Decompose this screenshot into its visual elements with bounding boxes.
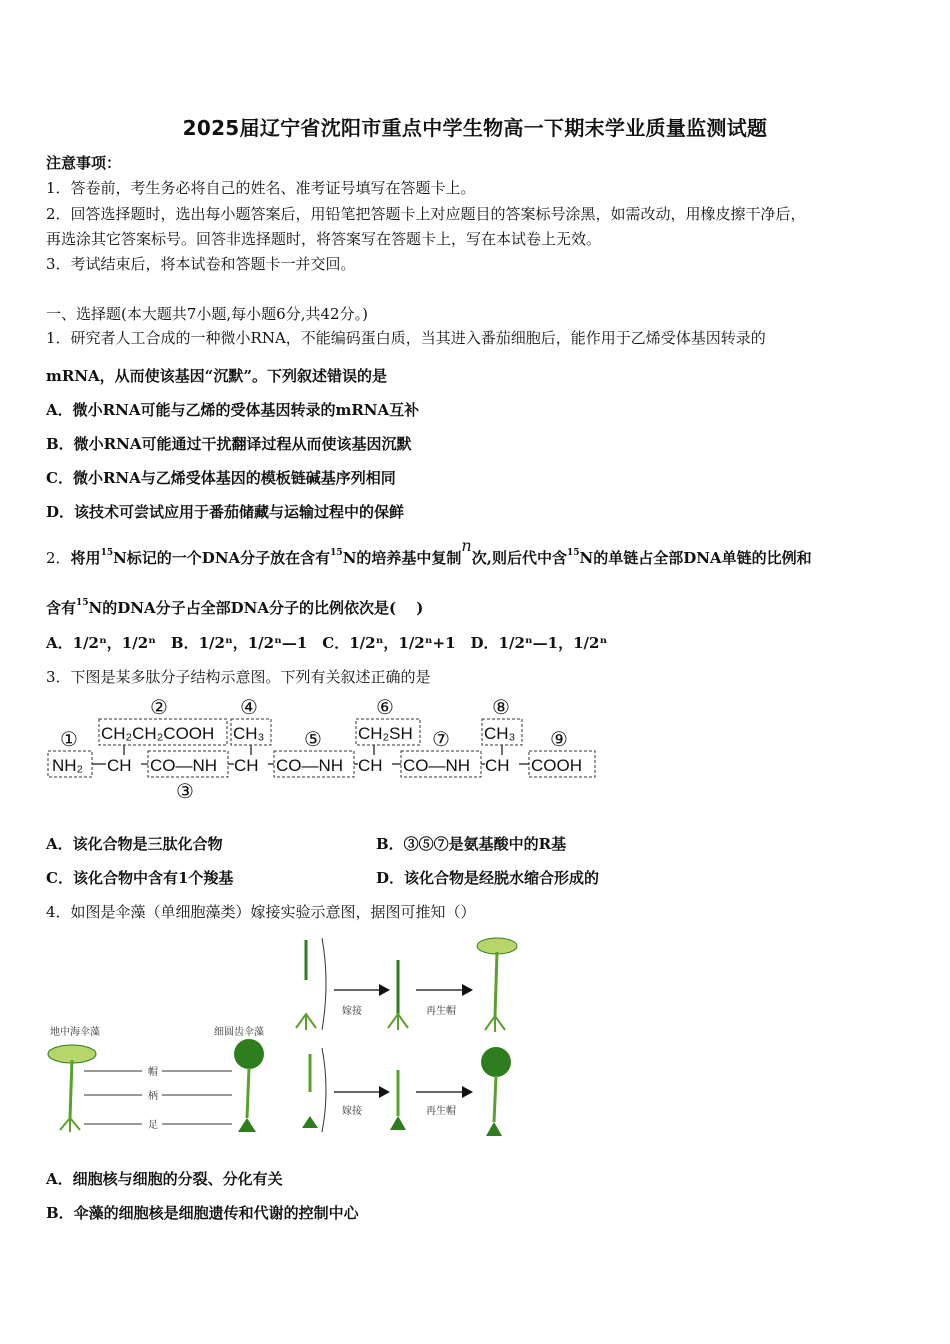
conh-3: CO—NH — [403, 756, 471, 775]
label-1: ① — [60, 729, 78, 751]
right-species-label: 细圆齿伞藻 — [214, 1027, 264, 1038]
q3-number: 3． — [46, 668, 71, 686]
q1-stem-line1 — [46, 327, 766, 348]
q3-option-d[interactable]: D．该化合物是经脱水缩合形成的 — [376, 869, 600, 887]
ch-2: CH — [234, 756, 259, 775]
q4-number: 4． — [46, 903, 71, 921]
stalk-label: 柄 — [148, 1091, 158, 1102]
label-7: ⑦ — [432, 729, 450, 751]
label-2: ② — [150, 697, 168, 719]
q2-text-7: N的DNA分子占全部DNA分子的比例依次是( ) — [88, 599, 424, 617]
top-row-experiment — [296, 938, 517, 1032]
q2-text-3: N的培养基中复制 — [342, 549, 462, 567]
q4-option-b[interactable]: B．伞藻的细胞核是细胞遗传和代谢的控制中心 — [46, 1204, 359, 1222]
foot-label: 足 — [148, 1120, 158, 1131]
label-6: ⑥ — [376, 697, 394, 719]
r-group-1: CH₂CH₂COOH — [101, 724, 215, 743]
q1-option-c[interactable]: C．微小RNA与乙烯受体基因的模板链碱基序列相同 — [46, 469, 396, 487]
notice-item-2a: 2．回答选择题时，选出每小题答案后，用铅笔把答题卡上对应题目的答案标号涂黑，如需改动，用橡皮擦干净后， — [46, 205, 806, 223]
q2-options[interactable]: A．1/2ⁿ，1/2ⁿ B．1/2ⁿ，1/2ⁿ—1 C．1/2ⁿ，1/2ⁿ+1 D．1/2ⁿ—1，1/2ⁿ — [46, 634, 608, 652]
page-title: 2025届辽宁省沈阳市重点中学生物高一下期末学业质量监测试题 — [182, 116, 768, 140]
q2-sup-2: 15 — [330, 548, 343, 558]
r-group-2: CH₃ — [233, 724, 265, 743]
ch-3: CH — [358, 756, 383, 775]
q2-stem-line1 — [46, 536, 812, 568]
regrow-label-bottom: 再生帽 — [426, 1106, 456, 1117]
left-species-label: 地中海伞藻 — [50, 1027, 100, 1038]
q1-number: 1． — [46, 329, 71, 347]
conh-1: CO—NH — [150, 756, 218, 775]
q2-text-5: N的单链占全部DNA单链的比例和 — [579, 549, 812, 567]
ch-1: CH — [107, 756, 132, 775]
crenulata-acetabularia-icon — [234, 1039, 264, 1132]
q1-option-b[interactable]: B．微小RNA可能通过干扰翻译过程从而使该基因沉默 — [46, 435, 412, 453]
ch-4: CH — [485, 756, 510, 775]
label-4: ④ — [240, 697, 258, 719]
q3-option-c[interactable]: C．该化合物中含有1个羧基 — [46, 869, 234, 887]
q2-text-4: 次,则后代中含 — [471, 549, 567, 567]
q4-stem-line — [46, 901, 476, 922]
label-8: ⑧ — [492, 697, 510, 719]
nh2-text: NH₂ — [52, 756, 84, 775]
q1-option-a[interactable]: A．微小RNA可能与乙烯的受体基因转录的mRNA互补 — [46, 401, 420, 419]
bottom-row-experiment — [302, 1047, 511, 1136]
r-group-4: CH₃ — [484, 724, 516, 743]
q2-sup-4: 15 — [76, 598, 89, 608]
q4-option-a[interactable]: A．细胞核与细胞的分裂、分化有关 — [46, 1170, 283, 1188]
graft-label-top: 嫁接 — [342, 1006, 362, 1017]
label-5: ⑤ — [304, 729, 322, 751]
graft-experiment-figure — [44, 932, 544, 1142]
q2-sup-3: 15 — [566, 548, 580, 558]
q2-text-6: 含有 — [46, 599, 77, 617]
q4-stem: 如图是伞藻（单细胞藻类）嫁接实验示意图，据图可推知（） — [70, 903, 476, 921]
r-group-3: CH₂SH — [358, 724, 413, 743]
q1-stem-b: mRNA，从而使该基因“沉默”。下列叙述错误的是 — [46, 367, 387, 385]
notice-item-3: 3．考试结束后，将本试卷和答题卡一并交回。 — [46, 255, 356, 273]
q2-sup-1: 15 — [100, 548, 114, 558]
conh-2: CO—NH — [276, 756, 344, 775]
polypeptide-diagram — [44, 694, 604, 806]
q3-stem-line — [46, 666, 431, 687]
section-heading: 一、选择题(本大题共7小题,每小题6分,共42分。) — [46, 305, 368, 323]
notice-item-1: 1．答卷前，考生务必将自己的姓名、准考证号填写在答题卡上。 — [46, 179, 476, 197]
label-3: ③ — [176, 781, 194, 803]
q3-option-a[interactable]: A．该化合物是三肽化合物 — [46, 835, 223, 853]
q3-stem: 下图是某多肽分子结构示意图。下列有关叙述正确的是 — [70, 668, 431, 686]
mediterranean-acetabularia-icon — [48, 1045, 96, 1132]
q1-option-d[interactable]: D．该技术可尝试应用于番茄储藏与运输过程中的保鲜 — [46, 503, 405, 521]
notice-heading: 注意事项： — [46, 154, 122, 172]
label-9: ⑨ — [550, 729, 568, 751]
notice-item-2b: 再选涂其它答案标号。回答非选择题时，将答案写在答题卡上，写在本试卷上无效。 — [46, 230, 602, 248]
cooh-text: COOH — [531, 756, 582, 775]
q2-n: n — [461, 536, 472, 555]
regrow-label-top: 再生帽 — [426, 1006, 456, 1017]
q2-text-2: N标记的一个DNA分子放在含有 — [113, 549, 331, 567]
graft-label-bottom: 嫁接 — [342, 1106, 362, 1117]
q2-text-1: 将用 — [70, 549, 101, 567]
q2-number: 2． — [46, 549, 71, 567]
q1-stem-a: 研究者人工合成的一种微小RNA，不能编码蛋白质，当其进入番茄细胞后，能作用于乙烯受体基因转录的 — [70, 329, 766, 347]
q3-option-b[interactable]: B．③⑤⑦是氨基酸中的R基 — [376, 835, 567, 853]
cap-label: 帽 — [148, 1067, 158, 1078]
q2-stem-line2 — [46, 597, 423, 618]
